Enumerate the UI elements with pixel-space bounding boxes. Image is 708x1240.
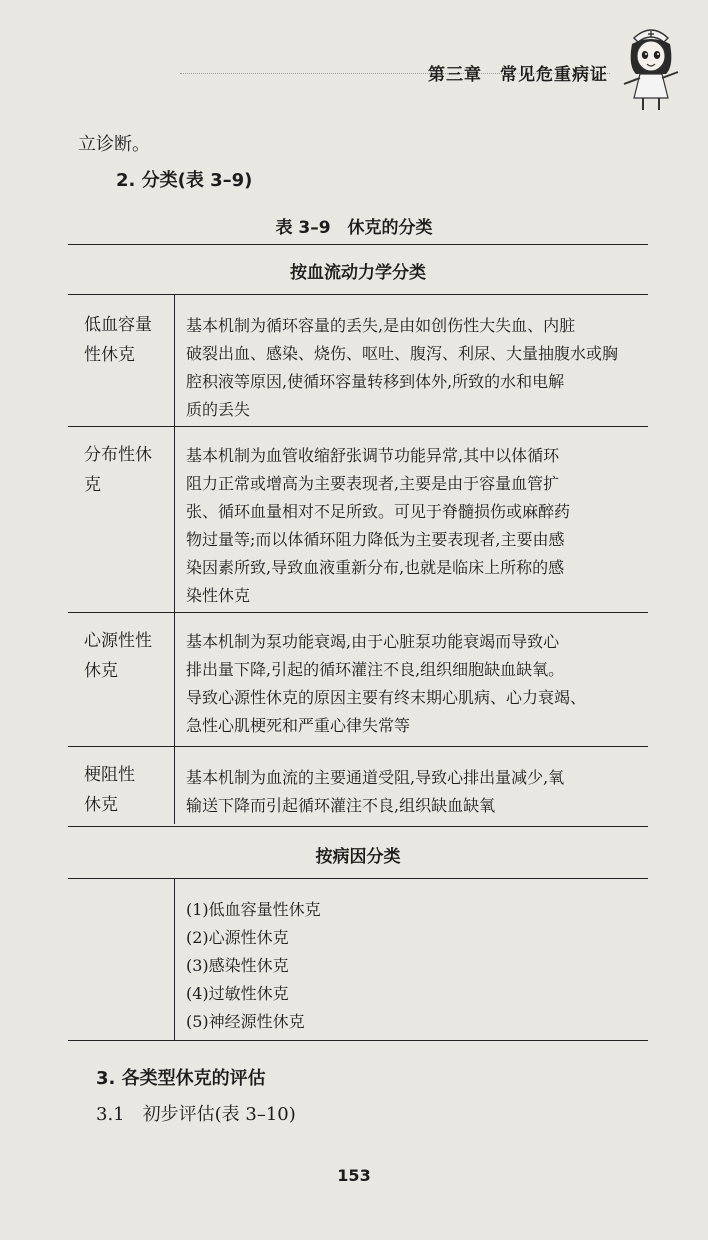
cause-list-item: (4)过敏性休克 [186,984,289,1003]
shock-type-label: 低血容量 性休克 [84,315,152,365]
header-rule-2 [68,878,648,879]
column-divider-2 [174,878,175,1040]
chapter-title: 第三章 常见危重病证 [428,65,608,85]
nurse-mascot-icon [612,18,690,114]
shock-mechanism-text: 基本机制为泵功能衰竭,由于心脏泵功能衰竭而导致心 排出量下降,引起的循环灌注不良,组织细胞缺血缺氧。 导致心源性休克的原因主要有终末期心肌病、心力衰竭、 急性心肌梗死和严重心律失常等 [186,632,587,735]
hemodynamic-header: 按血流动力学分类 [290,263,426,283]
row-rule [68,612,648,613]
section-2-heading: 2. 分类(表 3–9) [116,170,253,191]
shock-type-label: 梗阻性 休克 [84,765,135,815]
intro-text: 立诊断。 [78,134,150,155]
etiology-header: 按病因分类 [315,847,401,867]
cause-list-item: (1)低血容量性休克 [186,900,321,919]
shock-type-label: 心源性性 休克 [84,631,152,681]
table-bottom-rule [68,1040,648,1041]
shock-mechanism-text: 基本机制为血管收缩舒张调节功能异常,其中以体循环 阻力正常或增高为主要表现者,主要是由于容量血管扩 张、循环血量相对不足所致。可见于脊髓损伤或麻醉药 物过量等;而以体循环阻力降低为主要表现者,主要由感 染因素所致,导致血液重新分布,也就是临床上所称的感 染性休克 [186,446,571,605]
section-3-heading: 3. 各类型休克的评估 [96,1068,266,1089]
shock-mechanism-text: 基本机制为循环容量的丢失,是由如创伤性大失血、内脏 破裂出血、感染、烧伤、呕吐、腹泻、利尿、大量抽腹水或胸 腔积液等原因,使循环容量转移到体外,所致的水和电解 质的丢失 [186,316,619,419]
table-caption: 表 3–9 休克的分类 [275,218,433,238]
shock-type-label: 分布性休 克 [84,445,152,495]
cause-list-item: (3)感染性休克 [186,956,289,975]
header-rule-1 [68,294,648,295]
shock-mechanism-text: 基本机制为血流的主要通道受阻,导致心排出量减少,氧 输送下降而引起循环灌注不良,组织缺血缺氧 [186,768,565,815]
cause-list-item: (5)神经源性休克 [186,1012,305,1031]
page-number: 153 [337,1166,371,1185]
row-rule [68,746,648,747]
section-3-1-heading: 3.1 初步评估(表 3–10) [96,1104,296,1125]
row-rule [68,426,648,427]
column-divider-1 [174,294,175,824]
table-top-rule [68,244,648,245]
cause-list-item: (2)心源性休克 [186,928,289,947]
section-rule [68,826,648,827]
